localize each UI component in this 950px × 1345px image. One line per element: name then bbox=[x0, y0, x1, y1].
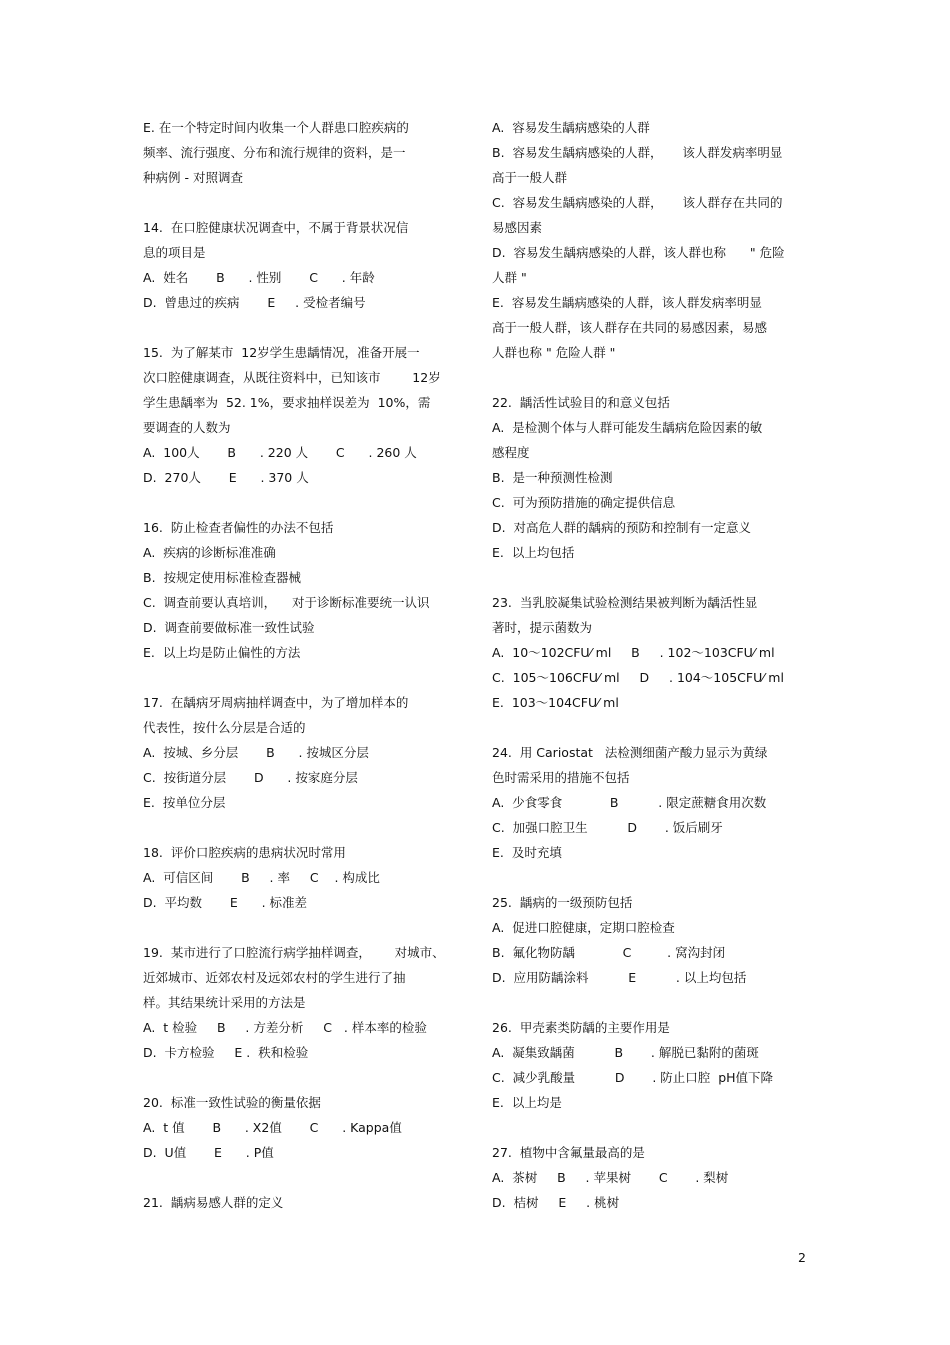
paragraph-gap bbox=[143, 1065, 473, 1090]
text-line: 24. 用 Cariostat 法检测细菌产酸力显示为黄绿 bbox=[492, 745, 768, 760]
text-line: 种病例 - 对照调查 bbox=[143, 170, 243, 185]
text-line: 14. 在口腔健康状况调查中，不属于背景状况信 bbox=[143, 220, 409, 235]
text-line: 15. 为了解某市 12岁学生患龋情况，准备开展一 bbox=[143, 345, 420, 360]
text-line: 27. 植物中含氟量最高的是 bbox=[492, 1145, 645, 1160]
text-line: D. U值 E . P值 bbox=[143, 1145, 274, 1160]
text-line: 20. 标准一致性试验的衡量依据 bbox=[143, 1095, 321, 1110]
paragraph-gap bbox=[143, 1165, 473, 1190]
text-line: E. 以上均是防止偏性的方法 bbox=[143, 645, 301, 660]
text-line: E. 按单位分层 bbox=[143, 795, 226, 810]
text-line: E. 在一个特定时间内收集一个人群患口腔疾病的 bbox=[143, 120, 409, 135]
text-line: A. 疾病的诊断标准准确 bbox=[143, 545, 276, 560]
text-line: 21. 龋病易感人群的定义 bbox=[143, 1195, 284, 1210]
paragraph-gap bbox=[492, 715, 802, 740]
text-line: D. 卡方检验 E . 秩和检验 bbox=[143, 1045, 309, 1060]
text-line: C. 减少乳酸量 D . 防止口腔 pH值下降 bbox=[492, 1070, 774, 1085]
text-line: 样。其结果统计采用的方法是 bbox=[143, 995, 306, 1010]
text-line: 17. 在龋病牙周病抽样调查中，为了增加样本的 bbox=[143, 695, 409, 710]
text-line: 人群 " bbox=[492, 270, 527, 285]
text-line: C. 可为预防措施的确定提供信息 bbox=[492, 495, 676, 510]
paragraph-gap bbox=[143, 490, 473, 515]
paragraph-gap bbox=[492, 565, 802, 590]
text-line: C. 按街道分层 D . 按家庭分层 bbox=[143, 770, 358, 785]
text-line: C. 调查前要认真培训， 对于诊断标准要统一认识 bbox=[143, 595, 430, 610]
text-line: C. 容易发生龋病感染的人群， 该人群存在共同的 bbox=[492, 195, 783, 210]
text-line: C. 105～106CFU⁄ ml D . 104～105CFU⁄ ml bbox=[492, 670, 784, 685]
text-line: 次口腔健康调查，从既往资料中，已知该市 12岁 bbox=[143, 370, 441, 385]
left-column bbox=[143, 115, 473, 1215]
text-line: 频率、流行强度、分布和流行规律的资料，是一 bbox=[143, 145, 406, 160]
text-line: A. t 值 B . X2值 C . Kappa值 bbox=[143, 1120, 402, 1135]
text-line: 23. 当乳胶凝集试验检测结果被判断为龋活性显 bbox=[492, 595, 758, 610]
text-line: E. 103～104CFU⁄ ml bbox=[492, 695, 619, 710]
text-line: A. 姓名 B . 性别 C . 年龄 bbox=[143, 270, 375, 285]
text-line: A. 可信区间 B . 率 C . 构成比 bbox=[143, 870, 380, 885]
text-line: 18. 评价口腔疾病的患病状况时常用 bbox=[143, 845, 346, 860]
text-line: 22. 龋活性试验目的和意义包括 bbox=[492, 395, 670, 410]
text-line: D. 对高危人群的龋病的预防和控制有一定意义 bbox=[492, 520, 752, 535]
right-column bbox=[492, 115, 802, 1215]
text-line: D. 应用防龋涂料 E . 以上均包括 bbox=[492, 970, 747, 985]
text-line: 近郊城市、近郊农村及远郊农村的学生进行了抽 bbox=[143, 970, 406, 985]
paragraph-gap bbox=[492, 365, 802, 390]
text-line: B. 容易发生龋病感染的人群， 该人群发病率明显 bbox=[492, 145, 783, 160]
text-line: B. 氟化物防龋 C . 窝沟封闭 bbox=[492, 945, 726, 960]
text-line: A. 100人 B . 220 人 C . 260 人 bbox=[143, 445, 417, 460]
paragraph-gap bbox=[143, 315, 473, 340]
paragraph-gap bbox=[143, 190, 473, 215]
text-line: 代表性，按什么分层是合适的 bbox=[143, 720, 306, 735]
paragraph-gap bbox=[492, 865, 802, 890]
text-line: 25. 龋病的一级预防包括 bbox=[492, 895, 633, 910]
text-line: A. 是检测个体与人群可能发生龋病危险因素的敏 bbox=[492, 420, 763, 435]
text-line: 易感因素 bbox=[492, 220, 543, 235]
text-line: 息的项目是 bbox=[143, 245, 206, 260]
paragraph-gap bbox=[492, 1115, 802, 1140]
text-line: A. 10～102CFU⁄ ml B . 102～103CFU⁄ ml bbox=[492, 645, 775, 660]
text-line: 学生患龋率为 52. 1%，要求抽样误差为 10%，需 bbox=[143, 395, 431, 410]
text-line: B. 是一种预测性检测 bbox=[492, 470, 613, 485]
text-line: D. 曾患过的疾病 E . 受检者编号 bbox=[143, 295, 366, 310]
text-line: 16. 防止检查者偏性的办法不包括 bbox=[143, 520, 334, 535]
text-line: A. 凝集致龋菌 B . 解脱已黏附的菌斑 bbox=[492, 1045, 759, 1060]
text-line: 高于一般人群 bbox=[492, 170, 568, 185]
text-line: 色时需采用的措施不包括 bbox=[492, 770, 630, 785]
text-line: B. 按规定使用标准检查器械 bbox=[143, 570, 301, 585]
text-line: 感程度 bbox=[492, 445, 530, 460]
paragraph-gap bbox=[143, 915, 473, 940]
text-line: C. 加强口腔卫生 D . 饭后刷牙 bbox=[492, 820, 723, 835]
text-line: 19. 某市进行了口腔流行病学抽样调查， 对城市、 bbox=[143, 945, 445, 960]
text-line: A. 按城、乡分层 B . 按城区分层 bbox=[143, 745, 369, 760]
text-line: D. 容易发生龋病感染的人群，该人群也称 " 危险 bbox=[492, 245, 785, 260]
page-number: 2 bbox=[798, 1250, 806, 1265]
text-line: D. 调查前要做标准一致性试验 bbox=[143, 620, 315, 635]
text-line: A. 茶树 B . 苹果树 C . 梨树 bbox=[492, 1170, 729, 1185]
text-line: A. 容易发生龋病感染的人群 bbox=[492, 120, 650, 135]
text-line: 人群也称 " 危险人群 " bbox=[492, 345, 616, 360]
text-line: E. 容易发生龋病感染的人群，该人群发病率明显 bbox=[492, 295, 762, 310]
paragraph-gap bbox=[492, 990, 802, 1015]
text-line: 要调查的人数为 bbox=[143, 420, 231, 435]
text-line: 26. 甲壳素类防龋的主要作用是 bbox=[492, 1020, 670, 1035]
text-line: A. 促进口腔健康，定期口腔检查 bbox=[492, 920, 675, 935]
text-line: D. 桔树 E . 桃树 bbox=[492, 1195, 620, 1210]
text-line: E. 及时充填 bbox=[492, 845, 562, 860]
text-line: D. 平均数 E . 标准差 bbox=[143, 895, 308, 910]
paragraph-gap bbox=[143, 665, 473, 690]
text-line: E. 以上均是 bbox=[492, 1095, 562, 1110]
text-line: D. 270人 E . 370 人 bbox=[143, 470, 309, 485]
text-line: A. t 检验 B . 方差分析 C . 样本率的检验 bbox=[143, 1020, 427, 1035]
text-line: A. 少食零食 B . 限定蔗糖食用次数 bbox=[492, 795, 767, 810]
text-line: E. 以上均包括 bbox=[492, 545, 575, 560]
text-line: 著时，提示菌数为 bbox=[492, 620, 593, 635]
text-line: 高于一般人群，该人群存在共同的易感因素，易感 bbox=[492, 320, 768, 335]
paragraph-gap bbox=[143, 815, 473, 840]
